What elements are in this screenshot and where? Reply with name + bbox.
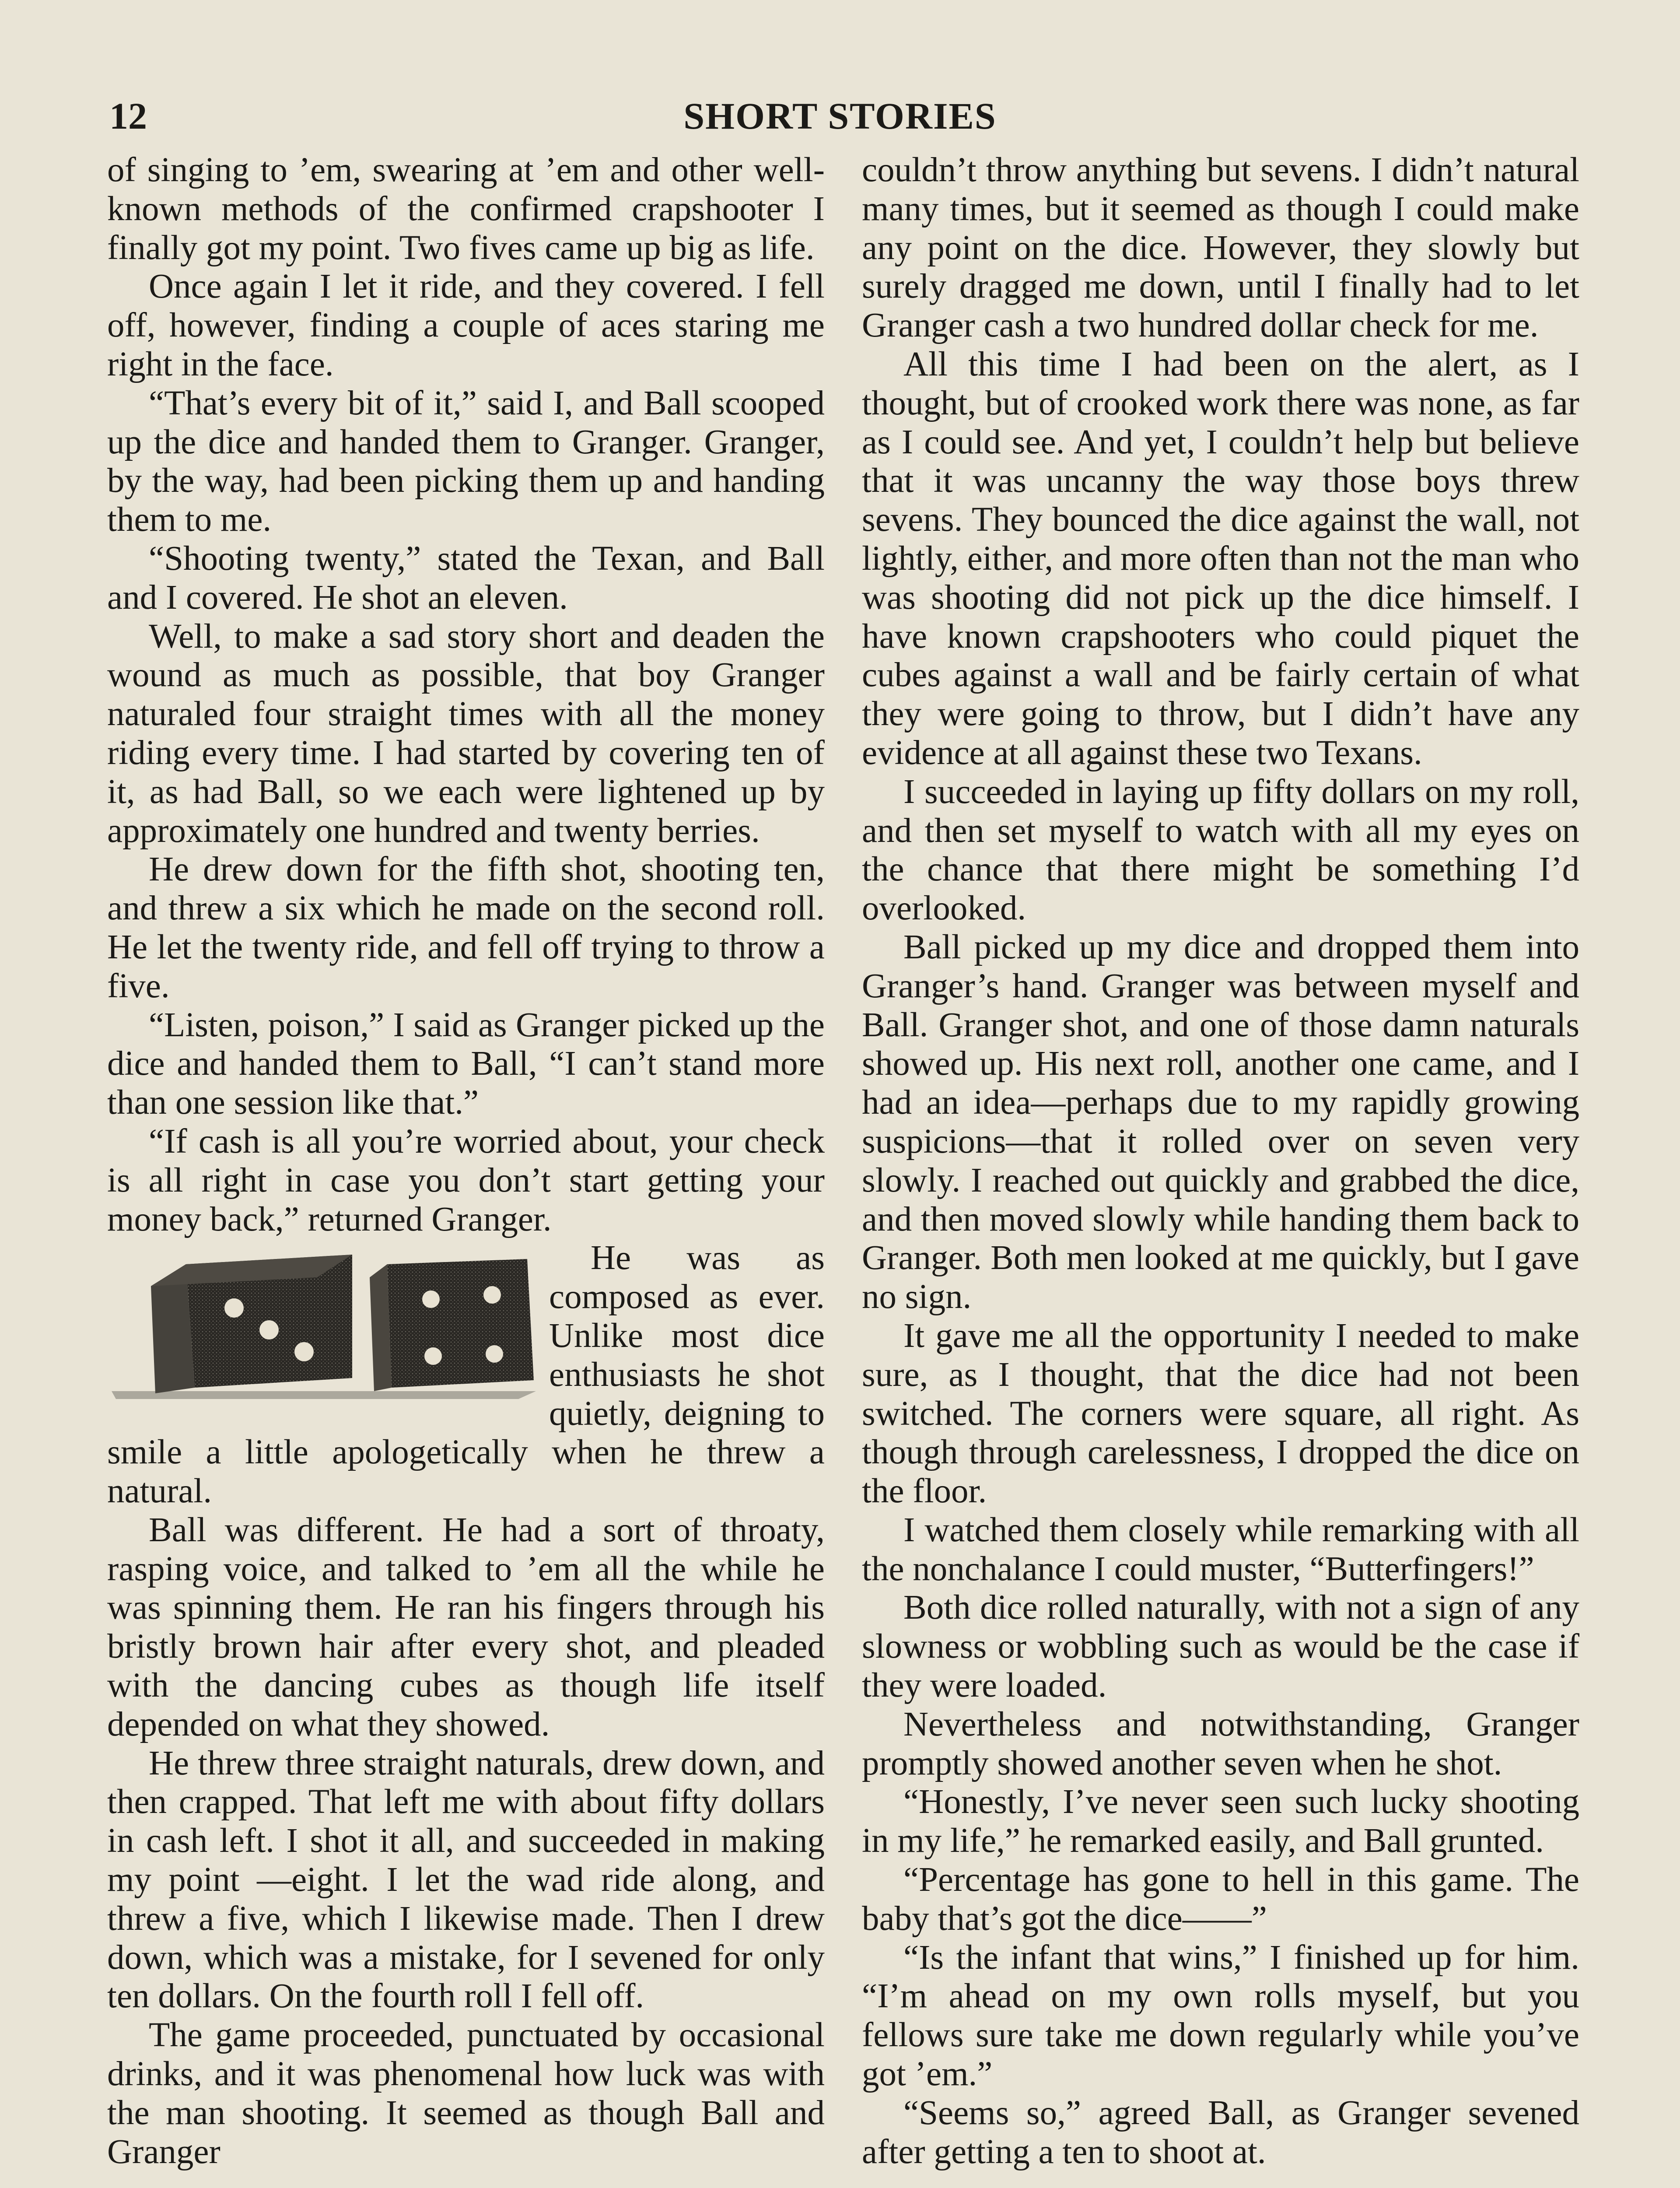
paragraph: I succeeded in laying up fifty dollars on my roll, and then set myself to watch with all my eyes on the chance that there might be something I’d overlooked. [862, 772, 1579, 928]
paragraph: “That’s every bit of it,” said I, and Ball scooped up the dice and handed them to Granger. Granger, by the way, had been picking them up and handing them to me. [107, 384, 825, 539]
paragraph: “Honestly, I’ve never seen such lucky shooting in my life,” he remarked easily, and Ball grunted. [862, 1783, 1579, 1860]
paragraph: Well, to make a sad story short and deaden the wound as much as possible, that boy Granger naturaled four straight times with all the money riding every time. I had started by covering ten of it, as had Ball, so we each were lightened up by approximately one hundred and twenty berries. [107, 617, 825, 850]
paragraph: He was as composed as ever. Unlike most dice enthusiasts he shot quietly, deigning to smile a little apologetically when he threw a natural. [107, 1239, 825, 1511]
paragraph: of singing to ’em, swearing at ’em and other well-known methods of the confirmed crapshooter I finally got my point. Two fives came up big as life. [107, 151, 825, 267]
paragraph: “Percentage has gone to hell in this game. The baby that’s got the dice——” [862, 1861, 1579, 1938]
paragraph: “Seems so,” agreed Ball, as Granger sevened after getting a ten to shoot at. [862, 2093, 1579, 2171]
paragraph: Once again I let it ride, and they covered. I fell off, however, finding a couple of aces staring me right in the face. [107, 267, 825, 383]
paragraph: Both dice rolled naturally, with not a sign of any slowness or wobbling such as would be the case if they were loaded. [862, 1588, 1579, 1705]
paragraph: He drew down for the fifth shot, shooting ten, and threw a six which he made on the second roll. He let the twenty ride, and fell off trying to throw a five. [107, 850, 825, 1005]
left-column [107, 151, 825, 2171]
paragraph: Ball picked up my dice and dropped them into Granger’s hand. Granger was between myself and Ball. Granger shot, and one of those damn naturals showed up. His next roll, another one came, and I had an idea—perhaps due to my rapidly growing suspicions—that it rolled over on seven very slowly. I reached out quickly and grabbed the dice, and then moved slowly while handing them back to Granger. Both men looked at me quickly, but I gave no sign. [862, 928, 1579, 1316]
paragraph: Ball was different. He had a sort of throaty, rasping voice, and talked to ’em all the while he was spinning them. He ran his fingers through his bristly brown hair after every shot, and pleaded with the dancing cubes as though life itself depended on what they showed. [107, 1511, 825, 1743]
dice-illustration [107, 1247, 545, 1400]
paragraph: couldn’t throw anything but sevens. I didn’t natural many times, but it seemed as though I could make any point on the dice. However, they slowly but surely dragged me down, until I finally had to let Granger cash a two hundred dollar check for me. [862, 151, 1579, 345]
dice-icon [107, 1247, 545, 1400]
page-number: 12 [109, 95, 147, 137]
paragraph: He threw three straight naturals, drew down, and then crapped. That left me with about fifty dollars in cash left. I shot it all, and succeeded in making my point —eight. I let the wad ride along, and threw a five, which I likewise made. Then I drew down, which was a mistake, for I sevened for only ten dollars. On the fourth roll I fell off. [107, 1744, 825, 2016]
running-header [105, 94, 1575, 142]
running-title: SHORT STORIES [683, 95, 997, 137]
right-column [862, 151, 1579, 2171]
paragraph: All this time I had been on the alert, as I thought, but of crooked work there was none, as far as I could see. And yet, I couldn’t help but believe that it was uncanny the way those boys threw sevens. They bounced the dice against the wall, not lightly, either, and more often than not the man who was shooting did not pick up the dice himself. I have known crapshooters who could piquet the cubes against a wall and be fairly certain of what they were going to throw, but I didn’t have any evidence at all against these two Texans. [862, 345, 1579, 772]
paragraph: It gave me all the opportunity I needed to make sure, as I thought, that the dice had not been switched. The corners were square, all right. As though through carelessness, I dropped the dice on the floor. [862, 1316, 1579, 1511]
paragraph: Nevertheless and notwithstanding, Granger promptly showed another seven when he shot. [862, 1705, 1579, 1782]
paragraph: The game proceeded, punctuated by occasional drinks, and it was phenomenal how luck was with the man shooting. It seemed as though Ball and Granger [107, 2016, 825, 2171]
paragraph: “Listen, poison,” I said as Granger picked up the dice and handed them to Ball, “I can’t stand more than one session like that.” [107, 1006, 825, 1122]
paragraph: “Is the infant that wins,” I finished up for him. “I’m ahead on my own rolls myself, but you fellows sure take me down regularly while you’ve got ’em.” [862, 1938, 1579, 2093]
paragraph: I watched them closely while remarking with all the nonchalance I could muster, “Butterfingers!” [862, 1511, 1579, 1588]
paragraph: “Shooting twenty,” stated the Texan, and Ball and I covered. He shot an eleven. [107, 539, 825, 617]
paragraph: “If cash is all you’re worried about, your check is all right in case you don’t start getting your money back,” returned Granger. [107, 1122, 825, 1238]
